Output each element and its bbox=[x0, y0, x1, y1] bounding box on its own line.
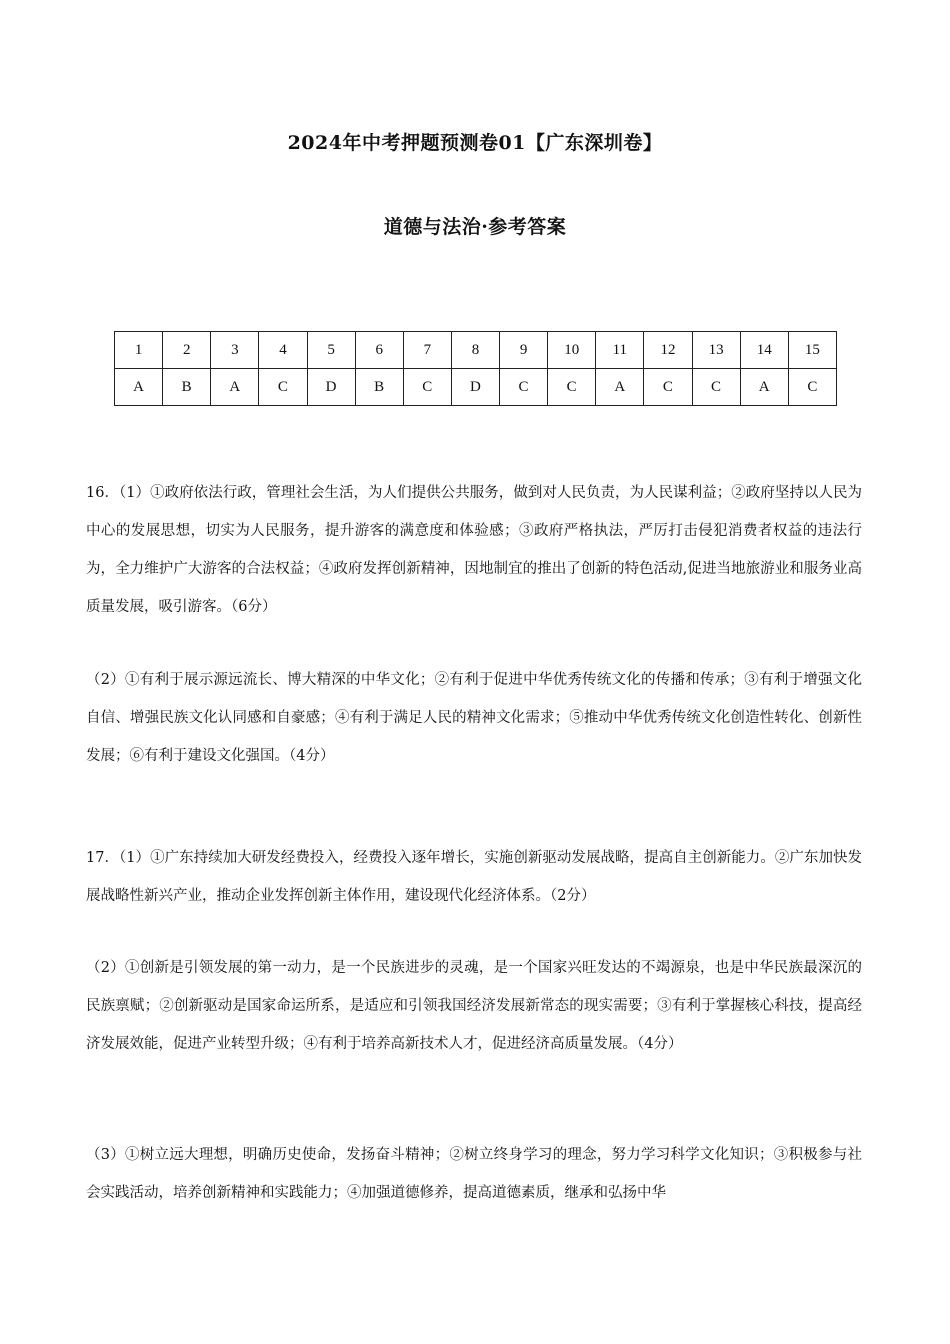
question-number-cell: 15 bbox=[788, 332, 836, 369]
question-number-cell: 3 bbox=[211, 332, 259, 369]
question-number-cell: 14 bbox=[740, 332, 788, 369]
page-subtitle: 道德与法治·参考答案 bbox=[383, 216, 567, 238]
q17-part2-answer: （2）①创新是引领发展的第一动力，是一个民族进步的灵魂，是一个国家兴旺发达的不竭源泉，也是中华民族最深沉的民族禀赋；②创新驱动是国家命运所系，是适应和引领我国经济发展新常态的现实需要；③有利于掌握核心科技，提高经济发展效能，促进产业转型升级；④有利于培养高新技术人才，促进经济高质量发展。（4分） bbox=[86, 960, 862, 1052]
answer-cell: A bbox=[115, 369, 163, 406]
question-number-cell: 1 bbox=[115, 332, 163, 369]
answer-cell: B bbox=[163, 369, 211, 406]
question-number-cell: 2 bbox=[163, 332, 211, 369]
question-number-cell: 5 bbox=[307, 332, 355, 369]
answer-cell: C bbox=[692, 369, 740, 406]
q16-part1-answer: 16．（1）①政府依法行政，管理社会生活，为人们提供公共服务，做到对人民负责，为人民谋利益；②政府坚持以人民为中心的发展思想，切实为人民服务，提升游客的满意度和体验感；③政府严格执法，严厉打击侵犯消费者权益的违法行为，全力维护广大游客的合法权益；④政府发挥创新精神，因地制宜的推出了创新的特色活动,促进当地旅游业和服务业高质量发展，吸引游客。（6分） bbox=[86, 485, 862, 615]
answer-row bbox=[115, 369, 837, 406]
answer-cell: C bbox=[403, 369, 451, 406]
answer-cell: C bbox=[644, 369, 692, 406]
answer-cell: C bbox=[500, 369, 548, 406]
answer-cell: B bbox=[355, 369, 403, 406]
answer-cell: D bbox=[307, 369, 355, 406]
answer-cell: A bbox=[596, 369, 644, 406]
question-number-row bbox=[115, 332, 837, 369]
page-title: 2024年中考押题预测卷01【广东深圳卷】 bbox=[287, 132, 663, 154]
q16-part2-answer: （2）①有利于展示源远流长、博大精深的中华文化；②有利于促进中华优秀传统文化的传播和传承；③有利于增强文化自信、增强民族文化认同感和自豪感；④有利于满足人民的精神文化需求；⑤推动中华优秀传统文化创造性转化、创新性发展；⑥有利于建设文化强国。（4分） bbox=[86, 672, 862, 764]
answer-cell: A bbox=[740, 369, 788, 406]
question-number-cell: 10 bbox=[548, 332, 596, 369]
answer-cell: C bbox=[788, 369, 836, 406]
answer-cell: D bbox=[451, 369, 499, 406]
answer-table bbox=[114, 331, 837, 406]
question-number-cell: 8 bbox=[451, 332, 499, 369]
q17-part3-answer: （3）①树立远大理想，明确历史使命，发扬奋斗精神；②树立终身学习的理念，努力学习科学文化知识；③积极参与社会实践活动，培养创新精神和实践能力；④加强道德修养，提高道德素质，继承和弘扬中华 bbox=[86, 1147, 862, 1201]
answer-cell: C bbox=[259, 369, 307, 406]
answer-cell: C bbox=[548, 369, 596, 406]
question-number-cell: 9 bbox=[500, 332, 548, 369]
question-number-cell: 12 bbox=[644, 332, 692, 369]
answer-cell: A bbox=[211, 369, 259, 406]
q17-part1-answer: 17．（1）①广东持续加大研发经费投入，经费投入逐年增长，实施创新驱动发展战略，提高自主创新能力。②广东加快发展战略性新兴产业，推动企业发挥创新主体作用，建设现代化经济体系。（2分） bbox=[86, 850, 862, 904]
question-number-cell: 13 bbox=[692, 332, 740, 369]
question-number-cell: 4 bbox=[259, 332, 307, 369]
question-number-cell: 7 bbox=[403, 332, 451, 369]
question-number-cell: 11 bbox=[596, 332, 644, 369]
question-number-cell: 6 bbox=[355, 332, 403, 369]
